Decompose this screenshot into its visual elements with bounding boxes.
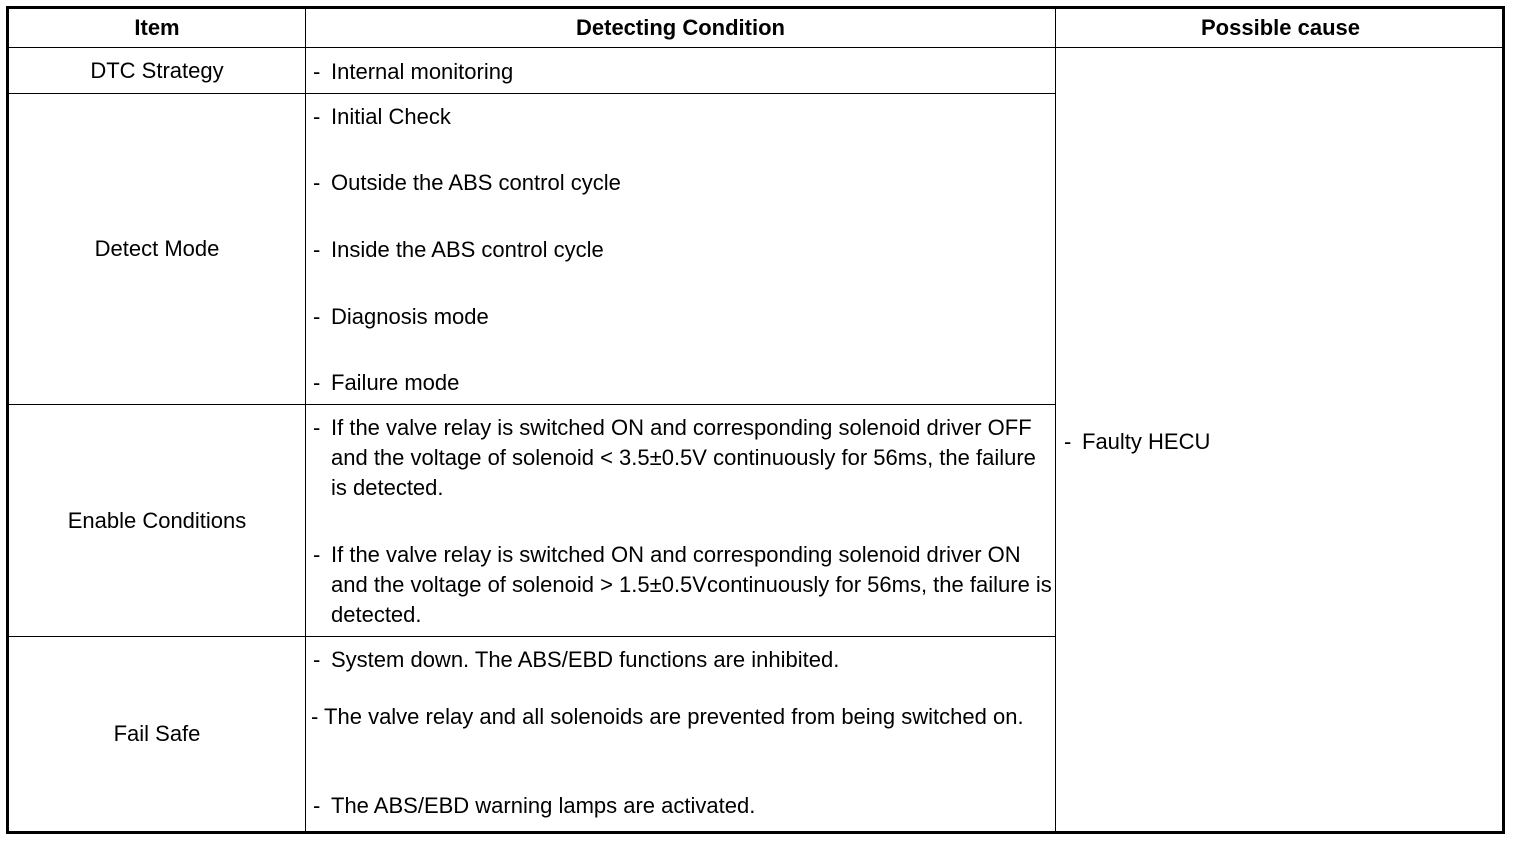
condition-warning-lamps — [313, 791, 1053, 821]
column-divider-condition — [1055, 6, 1056, 834]
item-dtc-strategy: DTC Strategy — [90, 57, 224, 83]
header-detecting-condition: Detecting Condition — [576, 15, 785, 40]
condition-text: Diagnosis mode — [331, 304, 489, 329]
header-possible-cause: Possible cause — [1201, 15, 1360, 40]
bullet-dash: - — [313, 415, 321, 440]
condition-text: Internal monitoring — [331, 59, 514, 84]
column-divider-item — [305, 6, 306, 834]
bullet-dash: - — [313, 647, 321, 672]
bullet-dash: - — [313, 237, 321, 262]
condition-outside-abs — [313, 168, 1053, 198]
bullet-dash: - — [313, 793, 321, 818]
condition-text: System down. The ABS/EBD functions are inhibited. — [331, 647, 840, 672]
header-item: Item — [134, 15, 180, 40]
item-fail-safe: Fail Safe — [113, 721, 201, 746]
bullet-dash: - — [313, 542, 321, 567]
bullet-dash: - — [313, 170, 321, 195]
condition-system-down — [313, 645, 1053, 675]
possible-cause-faulty-hecu — [1064, 427, 1494, 457]
bullet-dash: - — [313, 370, 321, 395]
item-enable-conditions: Enable Conditions — [67, 507, 247, 533]
condition-failure-mode — [313, 368, 1053, 398]
condition-text: Failure mode — [331, 370, 460, 395]
bullet-dash: - — [313, 104, 321, 129]
bullet-dash: - — [313, 304, 321, 329]
cause-text: Faulty HECU — [1082, 429, 1211, 454]
condition-text: The ABS/EBD warning lamps are activated. — [331, 793, 756, 818]
condition-driver-off — [313, 413, 1053, 503]
bullet-dash: - — [313, 59, 321, 84]
bullet-dash: - — [1064, 429, 1072, 454]
condition-text: Initial Check — [331, 104, 451, 129]
condition-diagnosis-mode — [313, 302, 1053, 332]
condition-text: Outside the ABS control cycle — [331, 170, 621, 195]
condition-initial-check — [313, 102, 1053, 132]
condition-text: If the valve relay is switched ON and corresponding solenoid driver OFF and the voltage of solenoid < 3.5±0.5V continuously for 56ms, the failure is detected. — [331, 415, 1036, 500]
condition-solenoids-prevented: - The valve relay and all solenoids are prevented from being switched on. — [311, 704, 1024, 729]
item-detect-mode: Detect Mode — [94, 236, 220, 261]
condition-text: Inside the ABS control cycle — [331, 237, 604, 262]
condition-text: If the valve relay is switched ON and corresponding solenoid driver ON and the voltage of solenoid > 1.5±0.5Vcontinuously for 56ms, the failure is detected. — [331, 542, 1052, 627]
condition-driver-on — [313, 540, 1053, 630]
condition-internal-monitoring — [313, 57, 1053, 87]
condition-inside-abs — [313, 235, 1053, 265]
